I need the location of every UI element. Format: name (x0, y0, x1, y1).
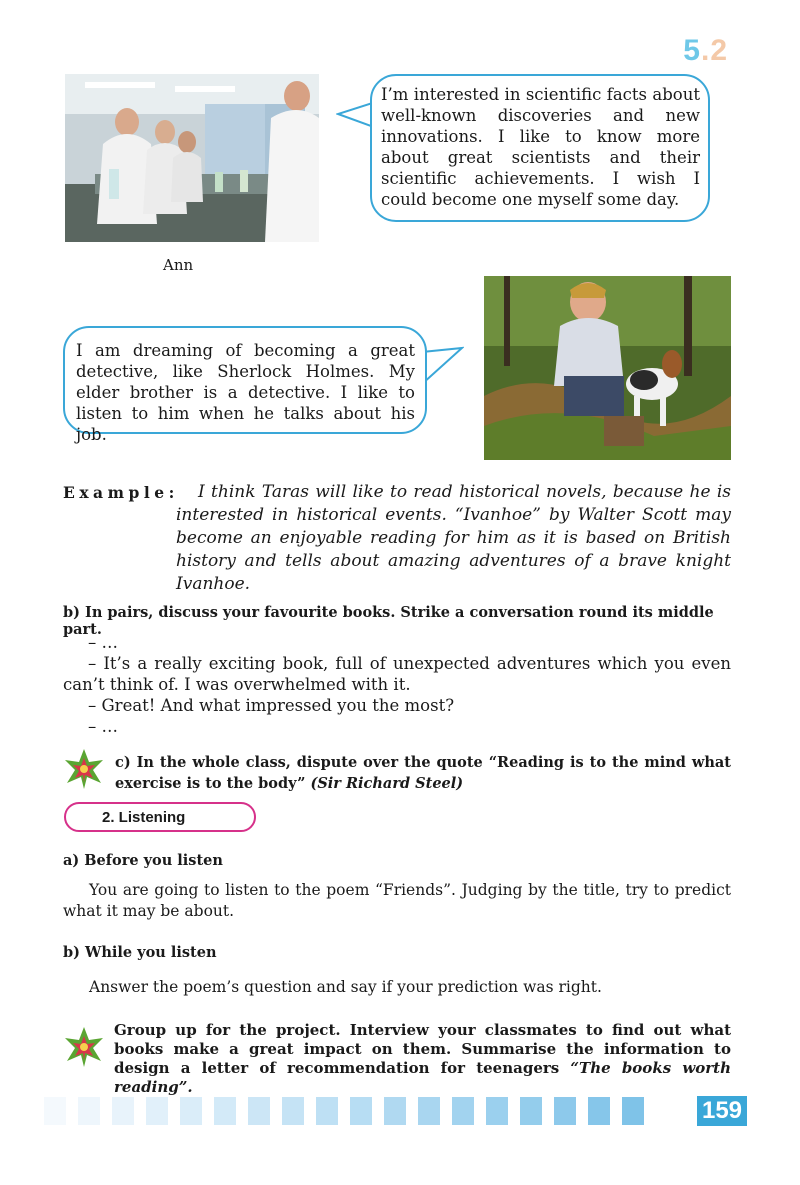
lab-photo (65, 74, 319, 242)
dialogue-line: – It’s a really exciting book, full of unexpected adventures which you even can’t think of. I was overwhelmed with it. (63, 654, 731, 694)
dialogue (63, 632, 731, 737)
before-text: You are going to listen to the poem “Friends”. Judging by the title, try to predict what it may be about. (63, 881, 731, 920)
section-number (683, 34, 728, 68)
section-dot: . (700, 34, 711, 67)
listening-title: 2. Listening (102, 808, 186, 826)
task-b: b) In pairs, discuss your favourite books. Strike a conversation round its middle part. (63, 604, 714, 638)
before-heading: a) Before you listen (63, 852, 223, 869)
dialogue-line: – … (88, 633, 118, 652)
task-c-text: c) In the whole class, dispute over the quote “Reading is to the mind what exercise is to the body” (115, 754, 731, 792)
ann-caption: Ann (163, 256, 194, 274)
project-title: “The books worth reading”. (114, 1059, 731, 1096)
listening-heading (64, 802, 256, 832)
dialogue-line: – Great! And what impressed you the most? (88, 696, 455, 715)
bubble-detective (63, 326, 427, 444)
page-number: 159 (697, 1096, 747, 1126)
section-minor: 2 (710, 34, 728, 67)
bubble-detective-text: I am dreaming of becoming a great detective, like Sherlock Holmes. My elder brother is a detective. I like to listen to him when he talks about his job. (76, 341, 415, 444)
dialogue-line: – … (88, 717, 118, 736)
task-c (115, 752, 731, 794)
project-task (114, 1021, 731, 1097)
star-icon (63, 1026, 105, 1068)
footer-decoration (44, 1097, 644, 1125)
project-text: Group up for the project. Interview your classmates to find out what books make a great impact on them. Summarise the information to design a letter of recommendation for teenagers (114, 1021, 731, 1077)
bubble-ann (370, 74, 710, 222)
example-label: Example: (63, 483, 179, 502)
example-text-body: I think Taras will like to read historical novels, because he is interested in historical events. “Ivanhoe” by Walter Scott may become an enjoyable reading for him as it is based on British history and tells about amazing adventures of a brave knight Ivanhoe. (176, 482, 731, 594)
detective-photo (484, 276, 731, 460)
example-text (176, 481, 731, 596)
section-major: 5 (683, 34, 701, 67)
star-icon (63, 748, 105, 790)
while-heading: b) While you listen (63, 944, 217, 961)
bubble-ann-text: I’m interested in scientific facts about well-known discoveries and new innovations. I like to know more about great scientists and their scientific achievements. I wish I could become one myself some day. (381, 85, 700, 209)
while-text: Answer the poem’s question and say if your prediction was right. (89, 978, 602, 996)
task-c-attribution: (Sir Richard Steel) (310, 775, 464, 792)
